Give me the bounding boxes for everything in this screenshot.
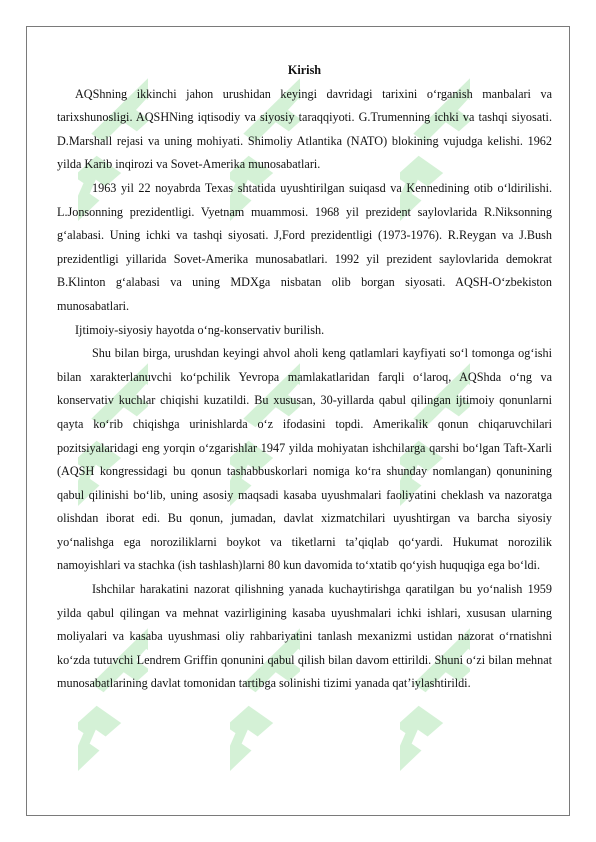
- paragraph-subheading: Ijtimoiy-siyosiy hayotda o‘ng-konservativ burilish.: [75, 322, 325, 337]
- paragraph-presidents: 1963 yil 22 noyabrda Texas shtatida uyushtirilgan suiqasd va Kennedining otib o‘ldirilishi. L.Jonsonning prezidentligi. Vyetnam muammosi. 1968 yil prezident saylovlarida R.Niksonning g‘alabasi. Uning ichki va tashqi siyosati. J,Ford prezidentligi (1973-1976). R.Reygan va J.Bush prezidentligi yillarida Sovet-Amerika munosabatlari. 1992 yil prezident saylovlarida demokrat B.Klinton g‘alabasi va uning MDXga nisbatan olib borgan siyosati. AQSH-O‘zbekiston munosabatlari.: [57, 180, 552, 313]
- document-body: [57, 59, 552, 696]
- paragraph-conservative-turn: Shu bilan birga, urushdan keyingi ahvol aholi keng qatlamlari kayfiyati so‘l tomonga og‘ishi bilan xarakterlanuvchi ko‘pchilik Yevropa mamlakatlaridan farqli o‘laroq, AQShda o‘ng va konservativ kuchlar chiqishi kuzatildi. Bu xususan, 30-yillarda qabul qilingan ijtimoiy qonunlarni qayta ko‘rib chiqishga urinishlarda o‘z ifodasini topdi. Amerikalik qonun chiqaruvchilari pozitsiyalaridagi eng yorqin o‘zgarishlar 1947 yilda mohiyatan ishchilarga qarshi bo‘lgan Taft-Xarli (AQSH kongressidagi bu qonun tashabbuskorlari nomiga ko‘ra shunday nomlangan) qonunining qabul qilinishi bo‘lib, uning asosiy maqsadi kasaba uyushmalari faoliyatini cheklash va nazoratga olishdan iborat edi. Bu qonun, jumadan, davlat xizmatchilari uyushtirgan va barcha siyosiy yo‘nalishga ega noroziliklarni boykot va tiketlarni ta’qiqlab qo‘yardi. Hukumat norozilik namoyishlari va stachka (ish tashlash)larni 80 kun davomida to‘xtatib qo‘yish huquqiga ega bo‘ldi.: [57, 346, 552, 573]
- paragraph-intro: AQShning ikkinchi jahon urushidan keyingi davridagi tarixini o‘rganish manbalari va tarixshunosligi. AQSHNing iqtisodiy va siyosiy taraqqiyoti. G.Trumenning ichki va tashqi siyosati. D.Marshall rejasi va uning mohiyati. Shimoliy Atlantika (NATO) blokining vujudga kelishi. 1962 yilda Karib inqirozi va Sovet-Amerika munosabatlari.: [57, 86, 552, 172]
- paragraph-labor-control: Ishchilar harakatini nazorat qilishning yanada kuchaytirishga qaratilgan bu yo‘nalish 1959 yilda qabul qilingan va mehnat vazirligining kasaba uyushmalari ichki ishlari, xususan ularning moliyalari va kasaba uyushmasi oliy rahbariyatini tanlash mexanizmi ustidan nazorat o‘rnatishni ko‘zda tutuvchi Lendrem Griffin qonunini qabul qilish bilan davom ettirildi. Shuni o‘zi bilan mehnat munosabatlarining davlat tomonidan tartibga solinishi tizimi yanada qat’iylashtirildi.: [57, 582, 552, 691]
- page-title: Kirish: [287, 63, 322, 77]
